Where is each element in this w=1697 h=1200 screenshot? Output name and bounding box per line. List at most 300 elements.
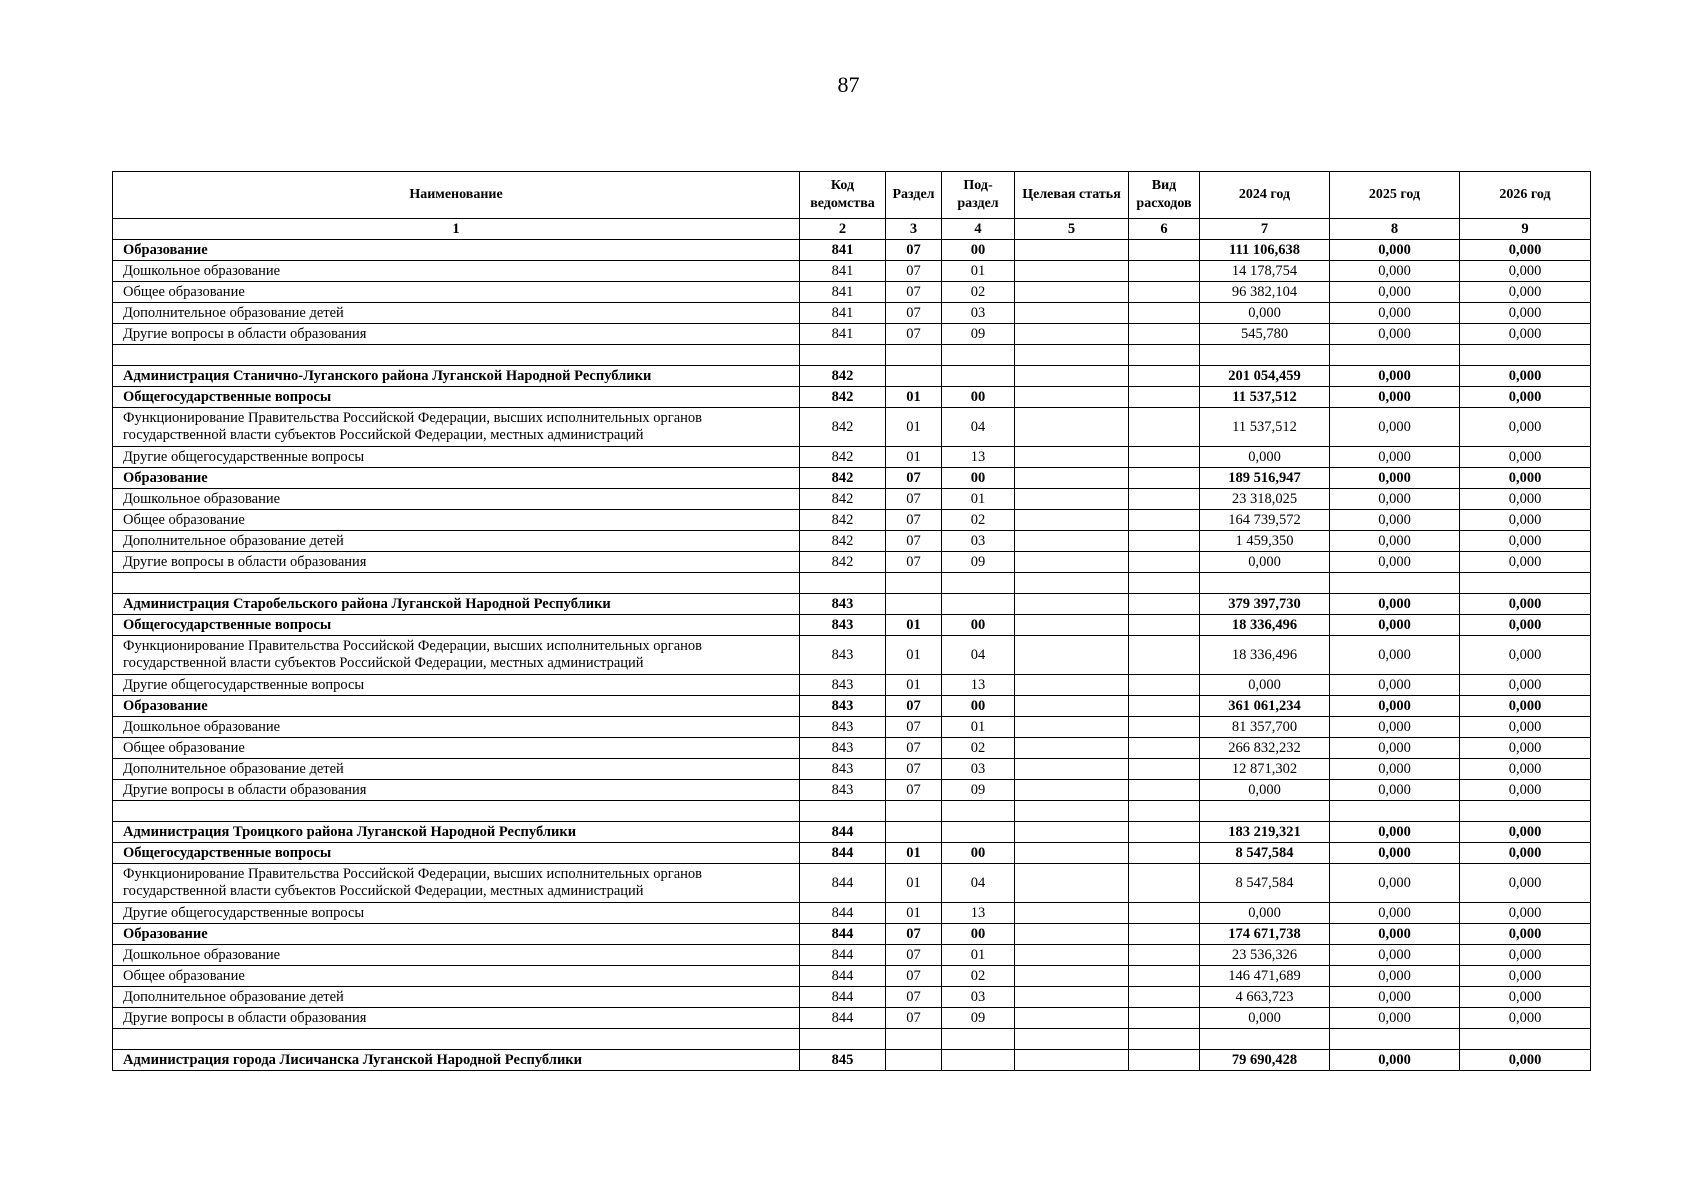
target-item-cell xyxy=(1015,552,1129,573)
subsection-cell xyxy=(942,573,1015,594)
amount-2024-cell: 8 547,584 xyxy=(1200,843,1330,864)
agency-code-cell xyxy=(800,801,886,822)
amount-2026-cell: 0,000 xyxy=(1460,1008,1591,1029)
amount-2026-cell: 0,000 xyxy=(1460,387,1591,408)
header-cell: Под-раздел xyxy=(942,172,1015,219)
name-cell xyxy=(113,801,800,822)
amount-2024-cell: 0,000 xyxy=(1200,447,1330,468)
amount-2026-cell: 0,000 xyxy=(1460,696,1591,717)
name-cell: Функционирование Правительства Российской Федерации, высших исполнительных органов государственной власти субъектов Российской Федерации, местных администраций xyxy=(113,864,800,903)
expense-type-cell xyxy=(1129,717,1200,738)
amount-2024-cell: 18 336,496 xyxy=(1200,636,1330,675)
subsection-cell: 03 xyxy=(942,987,1015,1008)
expense-type-cell xyxy=(1129,447,1200,468)
subsection-cell: 13 xyxy=(942,447,1015,468)
section-cell xyxy=(886,573,942,594)
agency-code-cell: 844 xyxy=(800,864,886,903)
amount-2024-cell: 23 318,025 xyxy=(1200,489,1330,510)
subsection-cell: 09 xyxy=(942,552,1015,573)
amount-2024-cell: 11 537,512 xyxy=(1200,387,1330,408)
amount-2025-cell: 0,000 xyxy=(1330,489,1460,510)
section-cell: 01 xyxy=(886,843,942,864)
table-row xyxy=(113,864,1591,903)
target-item-cell xyxy=(1015,801,1129,822)
amount-2024-cell: 174 671,738 xyxy=(1200,924,1330,945)
table-row xyxy=(113,843,1591,864)
section-cell xyxy=(886,1050,942,1071)
target-item-cell xyxy=(1015,675,1129,696)
agency-code-cell: 843 xyxy=(800,738,886,759)
header-cell: Код ведомства xyxy=(800,172,886,219)
agency-code-cell: 842 xyxy=(800,447,886,468)
amount-2026-cell: 0,000 xyxy=(1460,675,1591,696)
expense-type-cell xyxy=(1129,303,1200,324)
agency-code-cell: 844 xyxy=(800,1008,886,1029)
target-item-cell xyxy=(1015,966,1129,987)
subsection-cell: 00 xyxy=(942,696,1015,717)
expense-type-cell xyxy=(1129,408,1200,447)
table-row xyxy=(113,261,1591,282)
section-cell: 01 xyxy=(886,675,942,696)
section-cell: 07 xyxy=(886,324,942,345)
amount-2025-cell: 0,000 xyxy=(1330,636,1460,675)
amount-2024-cell: 0,000 xyxy=(1200,903,1330,924)
name-cell: Образование xyxy=(113,240,800,261)
section-cell xyxy=(886,1029,942,1050)
blank-row xyxy=(113,573,1591,594)
column-number-cell: 5 xyxy=(1015,219,1129,240)
amount-2026-cell: 0,000 xyxy=(1460,717,1591,738)
subsection-cell xyxy=(942,1029,1015,1050)
amount-2026-cell: 0,000 xyxy=(1460,759,1591,780)
agency-code-cell: 843 xyxy=(800,696,886,717)
amount-2026-cell: 0,000 xyxy=(1460,636,1591,675)
agency-code-cell: 841 xyxy=(800,324,886,345)
agency-code-cell: 841 xyxy=(800,303,886,324)
amount-2026-cell: 0,000 xyxy=(1460,945,1591,966)
amount-2026-cell: 0,000 xyxy=(1460,1050,1591,1071)
section-cell xyxy=(886,366,942,387)
agency-code-cell: 844 xyxy=(800,987,886,1008)
name-cell: Дополнительное образование детей xyxy=(113,759,800,780)
agency-code-cell: 842 xyxy=(800,387,886,408)
column-number-cell: 1 xyxy=(113,219,800,240)
amount-2025-cell: 0,000 xyxy=(1330,408,1460,447)
budget-table xyxy=(112,171,1591,1071)
expense-type-cell xyxy=(1129,636,1200,675)
blank-row xyxy=(113,345,1591,366)
target-item-cell xyxy=(1015,780,1129,801)
subsection-cell: 04 xyxy=(942,636,1015,675)
amount-2025-cell: 0,000 xyxy=(1330,594,1460,615)
subsection-cell: 13 xyxy=(942,903,1015,924)
amount-2025-cell: 0,000 xyxy=(1330,1050,1460,1071)
section-cell: 07 xyxy=(886,717,942,738)
subsection-cell: 01 xyxy=(942,261,1015,282)
name-cell: Общее образование xyxy=(113,510,800,531)
name-cell: Дошкольное образование xyxy=(113,489,800,510)
name-cell: Образование xyxy=(113,696,800,717)
section-cell: 07 xyxy=(886,1008,942,1029)
expense-type-cell xyxy=(1129,1050,1200,1071)
expense-type-cell xyxy=(1129,594,1200,615)
section-cell xyxy=(886,801,942,822)
target-item-cell xyxy=(1015,636,1129,675)
expense-type-cell xyxy=(1129,324,1200,345)
name-cell: Администрация Троицкого района Луганской Народной Республики xyxy=(113,822,800,843)
target-item-cell xyxy=(1015,1050,1129,1071)
amount-2024-cell: 164 739,572 xyxy=(1200,510,1330,531)
section-cell: 07 xyxy=(886,468,942,489)
agency-code-cell: 842 xyxy=(800,552,886,573)
section-cell: 07 xyxy=(886,303,942,324)
amount-2026-cell: 0,000 xyxy=(1460,924,1591,945)
expense-type-cell xyxy=(1129,1008,1200,1029)
amount-2026-cell: 0,000 xyxy=(1460,903,1591,924)
amount-2026-cell: 0,000 xyxy=(1460,780,1591,801)
amount-2025-cell: 0,000 xyxy=(1330,696,1460,717)
expense-type-cell xyxy=(1129,759,1200,780)
subsection-cell: 00 xyxy=(942,468,1015,489)
expense-type-cell xyxy=(1129,531,1200,552)
amount-2024-cell xyxy=(1200,573,1330,594)
amount-2025-cell: 0,000 xyxy=(1330,924,1460,945)
amount-2024-cell: 146 471,689 xyxy=(1200,966,1330,987)
table-row xyxy=(113,282,1591,303)
amount-2024-cell: 545,780 xyxy=(1200,324,1330,345)
amount-2024-cell: 201 054,459 xyxy=(1200,366,1330,387)
expense-type-cell xyxy=(1129,675,1200,696)
table-row xyxy=(113,324,1591,345)
column-number-cell: 8 xyxy=(1330,219,1460,240)
table-row xyxy=(113,987,1591,1008)
expense-type-cell xyxy=(1129,780,1200,801)
expense-type-cell xyxy=(1129,552,1200,573)
table-row xyxy=(113,738,1591,759)
agency-code-cell: 842 xyxy=(800,468,886,489)
amount-2025-cell: 0,000 xyxy=(1330,615,1460,636)
amount-2026-cell: 0,000 xyxy=(1460,303,1591,324)
table-row xyxy=(113,717,1591,738)
name-cell: Другие вопросы в области образования xyxy=(113,1008,800,1029)
amount-2026-cell: 0,000 xyxy=(1460,843,1591,864)
amount-2025-cell xyxy=(1330,801,1460,822)
amount-2025-cell: 0,000 xyxy=(1330,240,1460,261)
agency-code-cell: 844 xyxy=(800,843,886,864)
column-number-cell: 9 xyxy=(1460,219,1591,240)
target-item-cell xyxy=(1015,987,1129,1008)
target-item-cell xyxy=(1015,531,1129,552)
column-number-cell: 7 xyxy=(1200,219,1330,240)
header-cell: Наименование xyxy=(113,172,800,219)
amount-2026-cell xyxy=(1460,801,1591,822)
amount-2024-cell: 0,000 xyxy=(1200,780,1330,801)
amount-2025-cell: 0,000 xyxy=(1330,717,1460,738)
agency-code-cell: 843 xyxy=(800,615,886,636)
amount-2026-cell: 0,000 xyxy=(1460,261,1591,282)
name-cell: Другие общегосударственные вопросы xyxy=(113,675,800,696)
amount-2026-cell: 0,000 xyxy=(1460,987,1591,1008)
page-number: 87 xyxy=(837,72,860,97)
name-cell xyxy=(113,1029,800,1050)
target-item-cell xyxy=(1015,282,1129,303)
table-row xyxy=(113,696,1591,717)
agency-code-cell: 841 xyxy=(800,282,886,303)
column-number-row xyxy=(113,219,1591,240)
amount-2024-cell: 14 178,754 xyxy=(1200,261,1330,282)
section-cell: 07 xyxy=(886,261,942,282)
blank-row xyxy=(113,801,1591,822)
table-row xyxy=(113,759,1591,780)
section-cell: 01 xyxy=(886,447,942,468)
agency-code-cell: 844 xyxy=(800,903,886,924)
subsection-cell: 04 xyxy=(942,408,1015,447)
table-row xyxy=(113,531,1591,552)
amount-2024-cell: 18 336,496 xyxy=(1200,615,1330,636)
target-item-cell xyxy=(1015,843,1129,864)
name-cell: Общее образование xyxy=(113,738,800,759)
name-cell: Другие общегосударственные вопросы xyxy=(113,447,800,468)
target-item-cell xyxy=(1015,468,1129,489)
amount-2025-cell: 0,000 xyxy=(1330,303,1460,324)
table-row xyxy=(113,822,1591,843)
target-item-cell xyxy=(1015,408,1129,447)
subsection-cell: 01 xyxy=(942,489,1015,510)
section-cell: 07 xyxy=(886,987,942,1008)
name-cell: Дошкольное образование xyxy=(113,261,800,282)
amount-2024-cell: 96 382,104 xyxy=(1200,282,1330,303)
table-row xyxy=(113,945,1591,966)
amount-2024-cell: 81 357,700 xyxy=(1200,717,1330,738)
target-item-cell xyxy=(1015,594,1129,615)
amount-2024-cell: 0,000 xyxy=(1200,675,1330,696)
subsection-cell: 00 xyxy=(942,387,1015,408)
header-cell: 2024 год xyxy=(1200,172,1330,219)
name-cell: Функционирование Правительства Российской Федерации, высших исполнительных органов государственной власти субъектов Российской Федерации, местных администраций xyxy=(113,636,800,675)
subsection-cell: 03 xyxy=(942,531,1015,552)
agency-code-cell: 842 xyxy=(800,510,886,531)
amount-2026-cell: 0,000 xyxy=(1460,864,1591,903)
agency-code-cell: 841 xyxy=(800,240,886,261)
subsection-cell xyxy=(942,801,1015,822)
target-item-cell xyxy=(1015,261,1129,282)
target-item-cell xyxy=(1015,696,1129,717)
amount-2025-cell: 0,000 xyxy=(1330,468,1460,489)
header-cell: Вид расходов xyxy=(1129,172,1200,219)
amount-2024-cell: 0,000 xyxy=(1200,1008,1330,1029)
target-item-cell xyxy=(1015,945,1129,966)
agency-code-cell: 843 xyxy=(800,759,886,780)
section-cell: 07 xyxy=(886,738,942,759)
amount-2024-cell: 8 547,584 xyxy=(1200,864,1330,903)
amount-2024-cell: 183 219,321 xyxy=(1200,822,1330,843)
section-cell: 01 xyxy=(886,864,942,903)
amount-2025-cell: 0,000 xyxy=(1330,903,1460,924)
amount-2025-cell: 0,000 xyxy=(1330,843,1460,864)
agency-code-cell: 842 xyxy=(800,489,886,510)
subsection-cell: 01 xyxy=(942,717,1015,738)
subsection-cell: 09 xyxy=(942,780,1015,801)
table-row xyxy=(113,447,1591,468)
subsection-cell: 02 xyxy=(942,738,1015,759)
name-cell: Функционирование Правительства Российской Федерации, высших исполнительных органов государственной власти субъектов Российской Федерации, местных администраций xyxy=(113,408,800,447)
expense-type-cell xyxy=(1129,387,1200,408)
amount-2025-cell: 0,000 xyxy=(1330,822,1460,843)
name-cell: Дополнительное образование детей xyxy=(113,987,800,1008)
amount-2026-cell: 0,000 xyxy=(1460,615,1591,636)
agency-code-cell: 843 xyxy=(800,636,886,675)
expense-type-cell xyxy=(1129,966,1200,987)
table-row xyxy=(113,966,1591,987)
agency-code-cell: 842 xyxy=(800,408,886,447)
amount-2026-cell: 0,000 xyxy=(1460,282,1591,303)
expense-type-cell xyxy=(1129,924,1200,945)
section-cell: 01 xyxy=(886,408,942,447)
table-row xyxy=(113,489,1591,510)
expense-type-cell xyxy=(1129,945,1200,966)
name-cell: Общегосударственные вопросы xyxy=(113,615,800,636)
header-cell: Целевая статья xyxy=(1015,172,1129,219)
amount-2026-cell: 0,000 xyxy=(1460,447,1591,468)
expense-type-cell xyxy=(1129,987,1200,1008)
table-row xyxy=(113,387,1591,408)
subsection-cell: 03 xyxy=(942,759,1015,780)
expense-type-cell xyxy=(1129,261,1200,282)
subsection-cell: 09 xyxy=(942,1008,1015,1029)
subsection-cell: 09 xyxy=(942,324,1015,345)
table-row xyxy=(113,366,1591,387)
amount-2026-cell: 0,000 xyxy=(1460,366,1591,387)
section-cell: 07 xyxy=(886,531,942,552)
expense-type-cell xyxy=(1129,738,1200,759)
section-cell: 07 xyxy=(886,489,942,510)
amount-2026-cell xyxy=(1460,1029,1591,1050)
target-item-cell xyxy=(1015,303,1129,324)
amount-2026-cell: 0,000 xyxy=(1460,738,1591,759)
amount-2025-cell xyxy=(1330,573,1460,594)
amount-2026-cell: 0,000 xyxy=(1460,552,1591,573)
agency-code-cell: 844 xyxy=(800,945,886,966)
column-number-cell: 3 xyxy=(886,219,942,240)
name-cell: Дополнительное образование детей xyxy=(113,303,800,324)
section-cell: 07 xyxy=(886,759,942,780)
amount-2025-cell: 0,000 xyxy=(1330,864,1460,903)
amount-2025-cell: 0,000 xyxy=(1330,447,1460,468)
amount-2025-cell: 0,000 xyxy=(1330,282,1460,303)
amount-2024-cell: 11 537,512 xyxy=(1200,408,1330,447)
section-cell: 07 xyxy=(886,780,942,801)
agency-code-cell xyxy=(800,345,886,366)
subsection-cell xyxy=(942,366,1015,387)
section-cell: 07 xyxy=(886,510,942,531)
expense-type-cell xyxy=(1129,864,1200,903)
name-cell: Другие вопросы в области образования xyxy=(113,780,800,801)
amount-2026-cell: 0,000 xyxy=(1460,489,1591,510)
amount-2024-cell: 111 106,638 xyxy=(1200,240,1330,261)
subsection-cell: 00 xyxy=(942,240,1015,261)
amount-2024-cell: 0,000 xyxy=(1200,303,1330,324)
amount-2026-cell: 0,000 xyxy=(1460,531,1591,552)
name-cell: Общее образование xyxy=(113,966,800,987)
target-item-cell xyxy=(1015,738,1129,759)
expense-type-cell xyxy=(1129,240,1200,261)
name-cell: Дополнительное образование детей xyxy=(113,531,800,552)
name-cell: Другие вопросы в области образования xyxy=(113,324,800,345)
name-cell: Дошкольное образование xyxy=(113,717,800,738)
section-cell xyxy=(886,822,942,843)
table-row xyxy=(113,510,1591,531)
column-number-cell: 4 xyxy=(942,219,1015,240)
name-cell: Другие вопросы в области образования xyxy=(113,552,800,573)
target-item-cell xyxy=(1015,387,1129,408)
amount-2025-cell: 0,000 xyxy=(1330,987,1460,1008)
section-cell: 07 xyxy=(886,552,942,573)
target-item-cell xyxy=(1015,489,1129,510)
table-row xyxy=(113,408,1591,447)
amount-2024-cell: 12 871,302 xyxy=(1200,759,1330,780)
agency-code-cell: 844 xyxy=(800,822,886,843)
table-row xyxy=(113,594,1591,615)
amount-2024-cell xyxy=(1200,801,1330,822)
agency-code-cell: 844 xyxy=(800,966,886,987)
expense-type-cell xyxy=(1129,822,1200,843)
amount-2024-cell: 189 516,947 xyxy=(1200,468,1330,489)
name-cell: Администрация города Лисичанска Луганской Народной Республики xyxy=(113,1050,800,1071)
name-cell: Другие общегосударственные вопросы xyxy=(113,903,800,924)
table-row xyxy=(113,903,1591,924)
subsection-cell: 02 xyxy=(942,966,1015,987)
section-cell: 01 xyxy=(886,387,942,408)
amount-2025-cell: 0,000 xyxy=(1330,780,1460,801)
subsection-cell xyxy=(942,1050,1015,1071)
section-cell: 07 xyxy=(886,966,942,987)
amount-2025-cell xyxy=(1330,1029,1460,1050)
amount-2024-cell xyxy=(1200,345,1330,366)
column-number-cell: 6 xyxy=(1129,219,1200,240)
section-cell: 07 xyxy=(886,945,942,966)
agency-code-cell: 842 xyxy=(800,531,886,552)
amount-2025-cell: 0,000 xyxy=(1330,366,1460,387)
amount-2025-cell xyxy=(1330,345,1460,366)
target-item-cell xyxy=(1015,924,1129,945)
target-item-cell xyxy=(1015,447,1129,468)
table-row xyxy=(113,924,1591,945)
name-cell: Администрация Станично-Луганского района Луганской Народной Республики xyxy=(113,366,800,387)
subsection-cell xyxy=(942,345,1015,366)
amount-2024-cell: 79 690,428 xyxy=(1200,1050,1330,1071)
expense-type-cell xyxy=(1129,801,1200,822)
name-cell: Образование xyxy=(113,924,800,945)
name-cell: Общегосударственные вопросы xyxy=(113,843,800,864)
header-cell: 2026 год xyxy=(1460,172,1591,219)
subsection-cell xyxy=(942,822,1015,843)
subsection-cell: 02 xyxy=(942,510,1015,531)
expense-type-cell xyxy=(1129,489,1200,510)
amount-2026-cell: 0,000 xyxy=(1460,822,1591,843)
amount-2024-cell: 0,000 xyxy=(1200,552,1330,573)
name-cell: Образование xyxy=(113,468,800,489)
section-cell: 07 xyxy=(886,240,942,261)
agency-code-cell: 844 xyxy=(800,924,886,945)
amount-2025-cell: 0,000 xyxy=(1330,1008,1460,1029)
name-cell xyxy=(113,573,800,594)
header-row xyxy=(113,172,1591,219)
amount-2025-cell: 0,000 xyxy=(1330,738,1460,759)
expense-type-cell xyxy=(1129,573,1200,594)
target-item-cell xyxy=(1015,759,1129,780)
expense-type-cell xyxy=(1129,615,1200,636)
table-row xyxy=(113,468,1591,489)
